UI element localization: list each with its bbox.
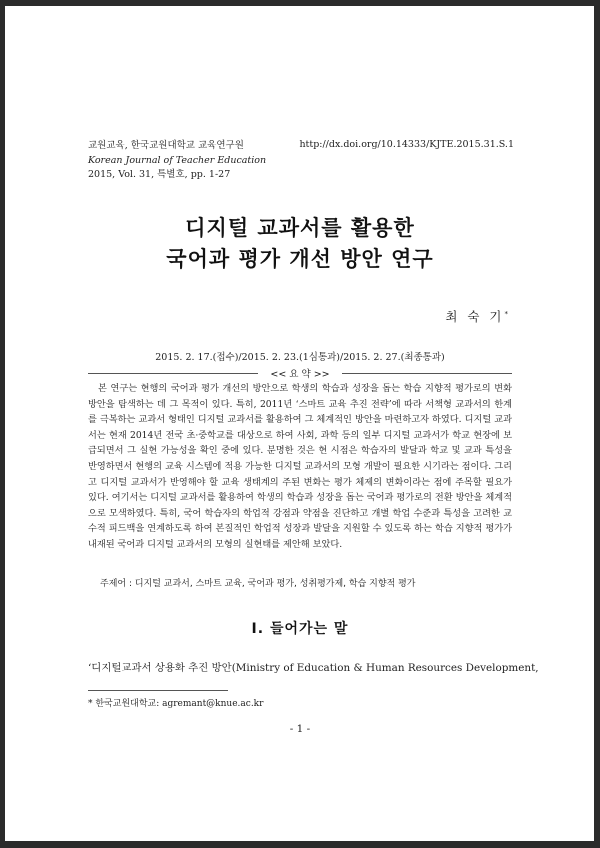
abstract-label: << 요 약 >> <box>270 369 330 380</box>
journal-institution: 교원교육, 한국교원대학교 교육연구원 <box>88 140 244 151</box>
page-border-top <box>0 0 600 6</box>
doi-link[interactable]: http://dx.doi.org/10.14333/KJTE.2015.31.S.1 <box>299 139 514 150</box>
body-first-line-text: ‘디지털교과서 상용화 추진 방안(Ministry of Education & Human Resources Development, <box>88 662 539 674</box>
author-name: 최 숙 기 <box>445 309 505 324</box>
paper-title-line-2: 국어과 평가 개선 방안 연구 <box>166 247 434 271</box>
paper-title <box>0 213 600 275</box>
submission-dates: 2015. 2. 17.(접수)/2015. 2. 23.(1심통과)/2015. 2. 27.(최종통과) <box>155 352 445 363</box>
keywords: 주제어 : 디지털 교과서, 스마트 교육, 국어과 평가, 성취평가제, 학습 지향적 평가 <box>100 579 416 589</box>
journal-name-en: Korean Journal of Teacher Education <box>88 154 267 166</box>
journal-header <box>88 139 266 183</box>
page-border-left <box>0 0 5 848</box>
author <box>445 307 508 325</box>
journal-volume: 2015, Vol. 31, 특별호, pp. 1-27 <box>88 169 231 180</box>
body-first-line <box>88 661 539 676</box>
section-heading: Ⅰ. 들어가는 말 <box>251 621 349 637</box>
footnote-divider <box>88 690 228 691</box>
author-footnote: * 한국교원대학교: agremant@knue.ac.kr <box>88 699 264 709</box>
abstract-text: 본 연구는 현행의 국어과 평가 개선의 방안으로 학생의 학습과 성장을 돕는 학습 지향적 평가로의 변화 방안을 탐색하는 데 그 목적이 있다. 특히, 2011년 ‘스마트 교육 추진 전략’에 따라 서책형 교과서의 한계를 극복하는 교과서 형태인 디지털 교과서를 활용하여 그 체계적인 방안을 마련하고자 하였다. 디지털 교과서는 현재 2014년 전국 초·중학교를 대상으로 하여 사회, 과학 등의 일부 디지털 교과서가 학교 현장에 보급되면서 그 실현 가능성을 확인 중에 있다. 분명한 것은 현 시점은 학습자의 발달과 학교 및 교과 특성을 반영하면서 현행의 교육 시스템에 적용 가능한 디지털 교과서의 모형 개발이 필요한 시기라는 점이다. 그리고 디지털 교과서가 반영해야 할 교육 생태계의 주된 변화는 평가 체제의 변화이라는 점에 주목할 필요가 있다. 여기서는 디지털 교과서를 활용하여 학생의 학습과 성장을 돕는 국어과 평가로의 전환 방안을 체계적으로 모색하였다. 특히, 국어 학습자의 학업적 강점과 약점을 진단하고 개별 학업 수준과 특성을 고려한 교수적 피드백을 연계하도록 하여 본질적인 학업적 성장과 발달을 지원할 수 있도록 하는 학습 지향적 평가가 내재된 국어과 디지털 교과서의 모형의 실현태를 제안해 보았다. <box>88 383 512 550</box>
page-border-right <box>594 0 600 848</box>
paper-title-line-1: 디지털 교과서를 활용한 <box>185 216 415 240</box>
author-footnote-mark: * <box>504 309 508 318</box>
abstract-divider-right <box>342 373 512 374</box>
abstract-header <box>88 366 512 380</box>
page-border-bottom <box>0 841 600 848</box>
page-number: - 1 - <box>289 723 311 735</box>
